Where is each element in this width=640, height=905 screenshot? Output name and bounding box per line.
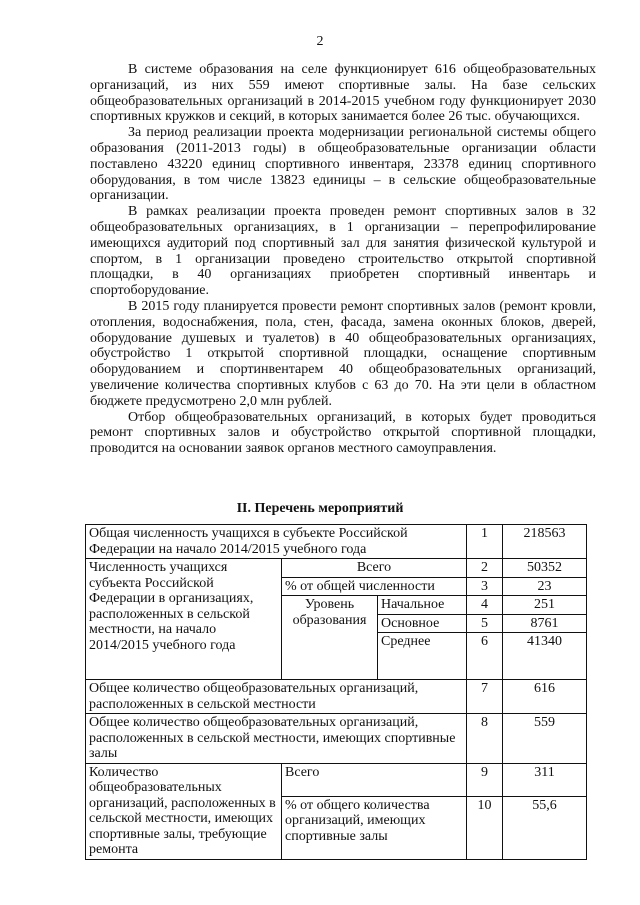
education-level-label: Уровень образования [282, 596, 378, 680]
paragraph: Отбор общеобразовательных организаций, в которых будет проводиться ремонт спортивных залов и обустройство открытой спортивной площадки, проводится на основании заявок органов местного самоуправления. [90, 409, 596, 457]
row-value: 55,6 [503, 796, 587, 859]
row-sub-label: % от общего количества организаций, имеющих спортивные залы [282, 796, 467, 859]
row-sub-label: Среднее [378, 633, 467, 680]
row-number: 4 [467, 596, 503, 615]
section-title: II. Перечень мероприятий [236, 501, 404, 516]
table-row [86, 680, 587, 714]
table-row [86, 559, 587, 578]
row-sub-label: Основное [378, 614, 467, 633]
row-number: 1 [467, 525, 503, 559]
table-row [86, 525, 587, 559]
row-value: 251 [503, 596, 587, 615]
row-label: Общее количество общеобразовательных организаций, расположенных в сельской местности [86, 680, 467, 714]
row-value: 50352 [503, 559, 587, 578]
row-number: 7 [467, 680, 503, 714]
row-number: 9 [467, 763, 503, 796]
page-number: 2 [316, 34, 324, 49]
paragraph: В 2015 году планируется провести ремонт спортивных залов (ремонт кровли, отопления, водоснабжения, пола, стен, фасада, замена оконных блоков, дверей, оборудование душевых и туалетов) в 40 общеобразовательных организациях, обустройство 1 открытой спортивной площадки, оснащение спортивным оборудованием и спортинвентарем 40 общеобразовательных организаций, увеличение количества спортивных клубов с 63 до 70. На эти цели в областном бюджете предусмотрено 2,0 млн рублей. [90, 298, 596, 409]
row-number: 6 [467, 633, 503, 680]
table-row [86, 763, 587, 796]
row-value: 311 [503, 763, 587, 796]
row-sub-label: Всего [282, 763, 467, 796]
row-value: 616 [503, 680, 587, 714]
body-text [90, 62, 596, 457]
measures-table [85, 524, 587, 860]
paragraph: В рамках реализации проекта проведен ремонт спортивных залов в 32 общеобразовательных организациях, в 1 организации – перепрофилирование имеющихся аудиторий под спортивный зал для занятия физической культурой и спортом, в 1 организации проведено строительство открытой спортивной площадки, в 40 организациях приобретен спортивный инвентарь и спортоборудование. [90, 204, 596, 299]
row-value: 23 [503, 577, 587, 596]
row-sub-label: Начальное [378, 596, 467, 615]
row-sub-label: % от общей численности [282, 577, 467, 596]
row-label: Численность учащихся субъекта Российской Федерации в организациях, расположенных в сельской местности, на начало 2014/2015 учебного года [86, 559, 282, 680]
row-number: 10 [467, 796, 503, 859]
paragraph: За период реализации проекта модернизации региональной системы общего образования (2011-2013 годы) в общеобразовательные организации области поставлено 43220 единиц спортивного инвентаря, 23378 единиц спортивного оборудования, в том числе 13823 единицы – в сельские общеобразовательные организации. [90, 125, 596, 204]
row-value: 8761 [503, 614, 587, 633]
row-value: 41340 [503, 633, 587, 680]
row-label: Количество общеобразовательных организаций, расположенных в сельской местности, имеющих спортивные залы, требующие ремонта [86, 763, 282, 859]
row-label: Общая численность учащихся в субъекте Российской Федерации на начало 2014/2015 учебного года [86, 525, 467, 559]
row-number: 8 [467, 714, 503, 764]
row-number: 2 [467, 559, 503, 578]
row-value: 559 [503, 714, 587, 764]
row-value: 218563 [503, 525, 587, 559]
paragraph: В системе образования на селе функционирует 616 общеобразовательных организаций, из них 559 имеют спортивные залы. На базе сельских общеобразовательных организаций в 2014-2015 учебном году функционирует 2030 спортивных кружков и секций, в которых занимается более 26 тыс. обучающихся. [90, 62, 596, 125]
row-sub-label: Всего [282, 559, 467, 578]
row-number: 5 [467, 614, 503, 633]
table-row [86, 714, 587, 764]
row-label: Общее количество общеобразовательных организаций, расположенных в сельской местности, имеющих спортивные залы [86, 714, 467, 764]
row-number: 3 [467, 577, 503, 596]
